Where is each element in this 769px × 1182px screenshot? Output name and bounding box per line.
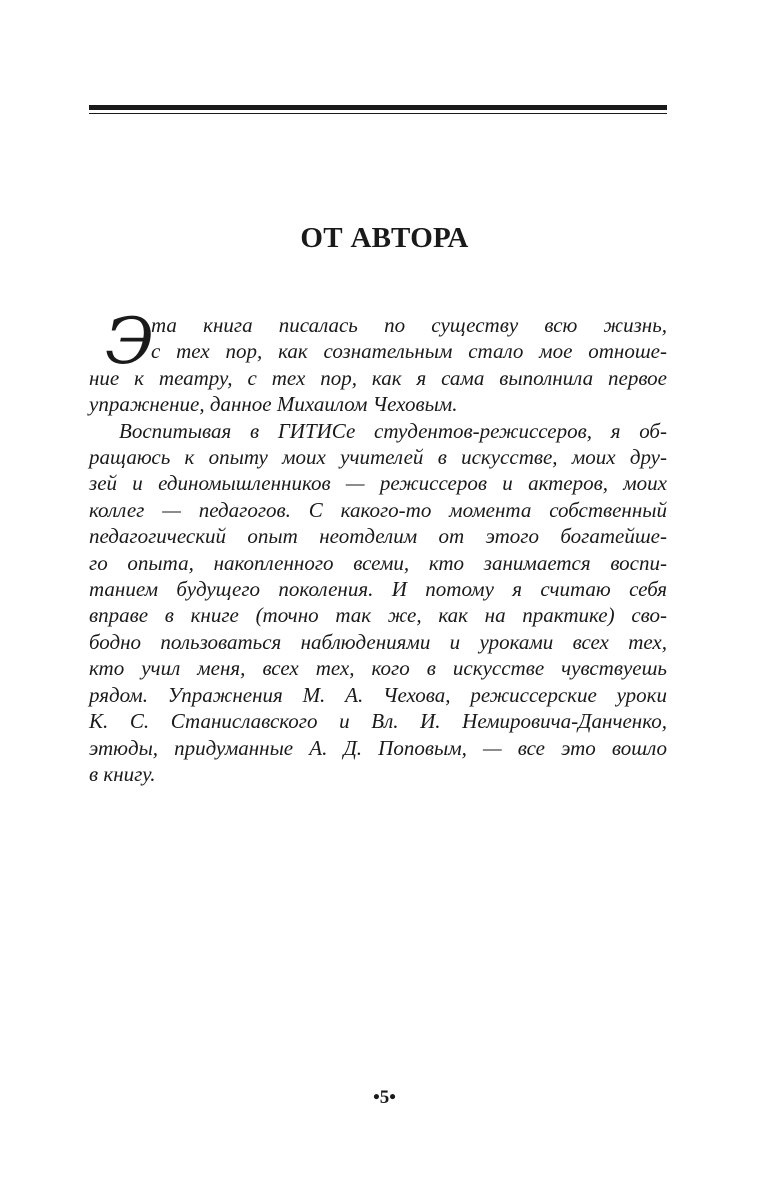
page-number: •5• — [373, 1087, 396, 1108]
paragraph-2-line: бодно пользоваться наблюдениями и уроками всех тех, — [89, 629, 667, 654]
paragraph-2-line: вправе в книге (точно так же, как на практике) сво- — [89, 603, 667, 628]
paragraph-2-line: танием будущего поколения. И потому я считаю себя — [89, 577, 667, 602]
paragraph-1-line: упражнение, данное Михаилом Чеховым. — [89, 392, 458, 417]
chapter-title: ОТ АВТОРА — [300, 222, 469, 254]
paragraph-2-line: кто учил меня, всех тех, кого в искусстве чувствуешь — [89, 656, 667, 681]
paragraph-2-line: педагогический опыт неотделим от этого богатейше- — [89, 524, 667, 549]
paragraph-2-line: Воспитывая в ГИТИСе студентов-режиссеров, я об- — [119, 418, 667, 443]
paragraph-2-line: рядом. Упражнения М. А. Чехова, режиссерские уроки — [89, 682, 667, 707]
paragraph-1-line: та книга писалась по существу всю жизнь, — [151, 313, 667, 337]
paragraph-2-line: этюды, придуманные А. Д. Поповым, — все это вошло — [89, 735, 667, 760]
header-rule-thin — [89, 113, 667, 114]
paragraph-1-line: ние к театру, с тех пор, как я сама выполнила первое — [89, 365, 667, 390]
body-text — [89, 305, 667, 787]
paragraph-2-line: зей и единомышленников — режиссеров и актеров, моих — [89, 471, 667, 496]
paragraph-2-line: го опыта, накопленного всеми, кто занимается воспи- — [89, 550, 667, 575]
paragraph-2-line: в книгу. — [89, 761, 156, 786]
paragraph-2-line: коллег — педагогов. С какого-то момента собственный — [89, 497, 667, 522]
paragraph-1-line: с тех пор, как сознательным стало мое отноше- — [151, 339, 667, 364]
header-rule-thick — [89, 105, 667, 110]
paragraph-2-line: ращаюсь к опыту моих учителей в искусстве, моих дру- — [89, 445, 667, 470]
paragraph-2-line: К. С. Станиславского и Вл. И. Немировича-Данченко, — [89, 709, 667, 734]
drop-cap: Э — [105, 305, 154, 379]
